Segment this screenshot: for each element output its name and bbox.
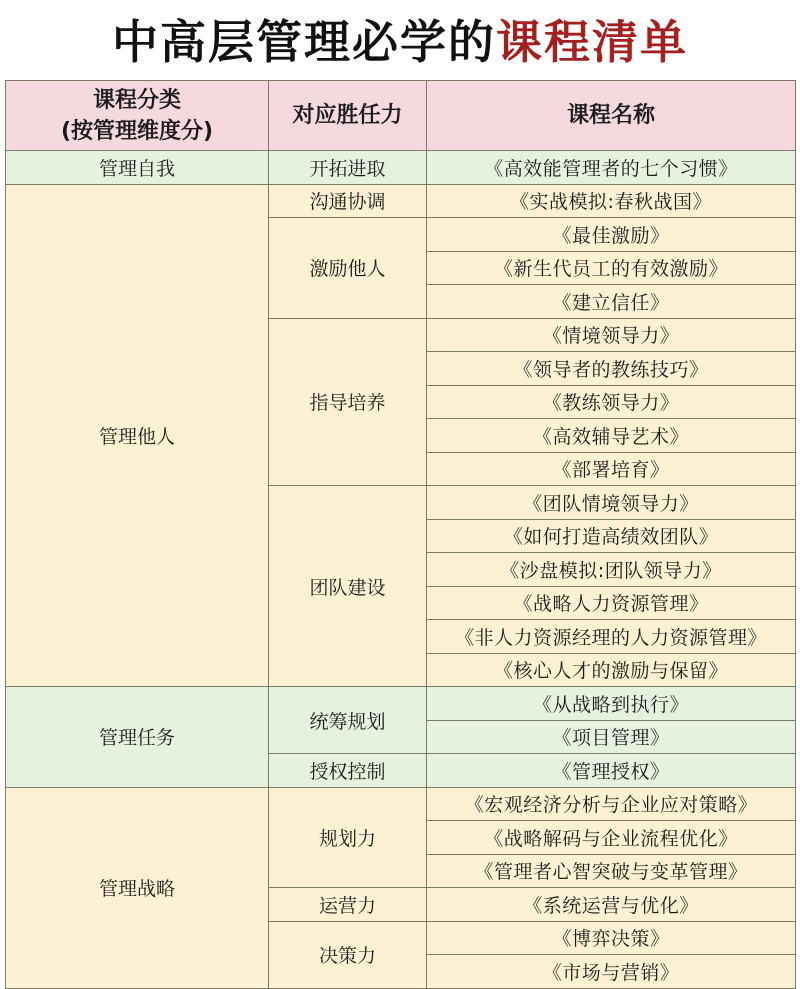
course-name-cell: 《领导者的教练技巧》 bbox=[427, 352, 796, 386]
table-row bbox=[6, 787, 796, 821]
course-name-cell: 《非人力资源经理的人力资源管理》 bbox=[427, 620, 796, 654]
competency-cell: 决策力 bbox=[269, 921, 427, 988]
category-cell: 管理任务 bbox=[6, 687, 269, 788]
competency-cell: 沟通协调 bbox=[269, 184, 427, 218]
competency-cell: 指导培养 bbox=[269, 318, 427, 486]
course-name-cell: 《核心人才的激励与保留》 bbox=[427, 653, 796, 687]
course-name-cell: 《从战略到执行》 bbox=[427, 687, 796, 721]
title-accent: 课程清单 bbox=[496, 15, 688, 69]
course-name-cell: 《沙盘模拟:团队领导力》 bbox=[427, 553, 796, 587]
competency-cell: 统筹规划 bbox=[269, 687, 427, 754]
course-name-cell: 《市场与营销》 bbox=[427, 955, 796, 989]
header-course-name: 课程名称 bbox=[427, 81, 796, 151]
course-name-cell: 《新生代员工的有效激励》 bbox=[427, 251, 796, 285]
course-name-cell: 《战略人力资源管理》 bbox=[427, 586, 796, 620]
competency-cell: 运营力 bbox=[269, 888, 427, 922]
table-header bbox=[6, 81, 796, 151]
header-competency: 对应胜任力 bbox=[269, 81, 427, 151]
competency-cell: 激励他人 bbox=[269, 218, 427, 319]
course-name-cell: 《高效辅导艺术》 bbox=[427, 419, 796, 453]
course-name-cell: 《系统运营与优化》 bbox=[427, 888, 796, 922]
competency-cell: 开拓进取 bbox=[269, 151, 427, 185]
course-name-cell: 《宏观经济分析与企业应对策略》 bbox=[427, 787, 796, 821]
table-row bbox=[6, 687, 796, 721]
course-name-cell: 《高效能管理者的七个习惯》 bbox=[427, 151, 796, 185]
course-name-cell: 《最佳激励》 bbox=[427, 218, 796, 252]
competency-cell: 授权控制 bbox=[269, 754, 427, 788]
course-name-cell: 《管理者心智突破与变革管理》 bbox=[427, 854, 796, 888]
course-name-cell: 《战略解码与企业流程优化》 bbox=[427, 821, 796, 855]
course-name-cell: 《部署培育》 bbox=[427, 452, 796, 486]
category-cell: 管理自我 bbox=[6, 151, 269, 185]
table-row bbox=[6, 151, 796, 185]
course-name-cell: 《博弈决策》 bbox=[427, 921, 796, 955]
page-title bbox=[0, 0, 800, 80]
header-category-line2: (按管理维度分) bbox=[60, 118, 214, 144]
category-cell: 管理战略 bbox=[6, 787, 269, 988]
table-row bbox=[6, 184, 796, 218]
competency-cell: 规划力 bbox=[269, 787, 427, 888]
header-category-line1: 课程分类 bbox=[92, 87, 181, 113]
course-name-cell: 《如何打造高绩效团队》 bbox=[427, 519, 796, 553]
course-name-cell: 《团队情境领导力》 bbox=[427, 486, 796, 520]
header-category bbox=[6, 81, 269, 151]
course-name-cell: 《教练领导力》 bbox=[427, 385, 796, 419]
course-table bbox=[5, 80, 796, 989]
course-name-cell: 《建立信任》 bbox=[427, 285, 796, 319]
course-name-cell: 《实战模拟:春秋战国》 bbox=[427, 184, 796, 218]
course-name-cell: 《管理授权》 bbox=[427, 754, 796, 788]
course-name-cell: 《情境领导力》 bbox=[427, 318, 796, 352]
category-cell: 管理他人 bbox=[6, 184, 269, 687]
title-main: 中高层管理必学的 bbox=[112, 15, 496, 69]
course-name-cell: 《项目管理》 bbox=[427, 720, 796, 754]
table-body bbox=[6, 151, 796, 989]
header-row bbox=[6, 81, 796, 151]
competency-cell: 团队建设 bbox=[269, 486, 427, 687]
